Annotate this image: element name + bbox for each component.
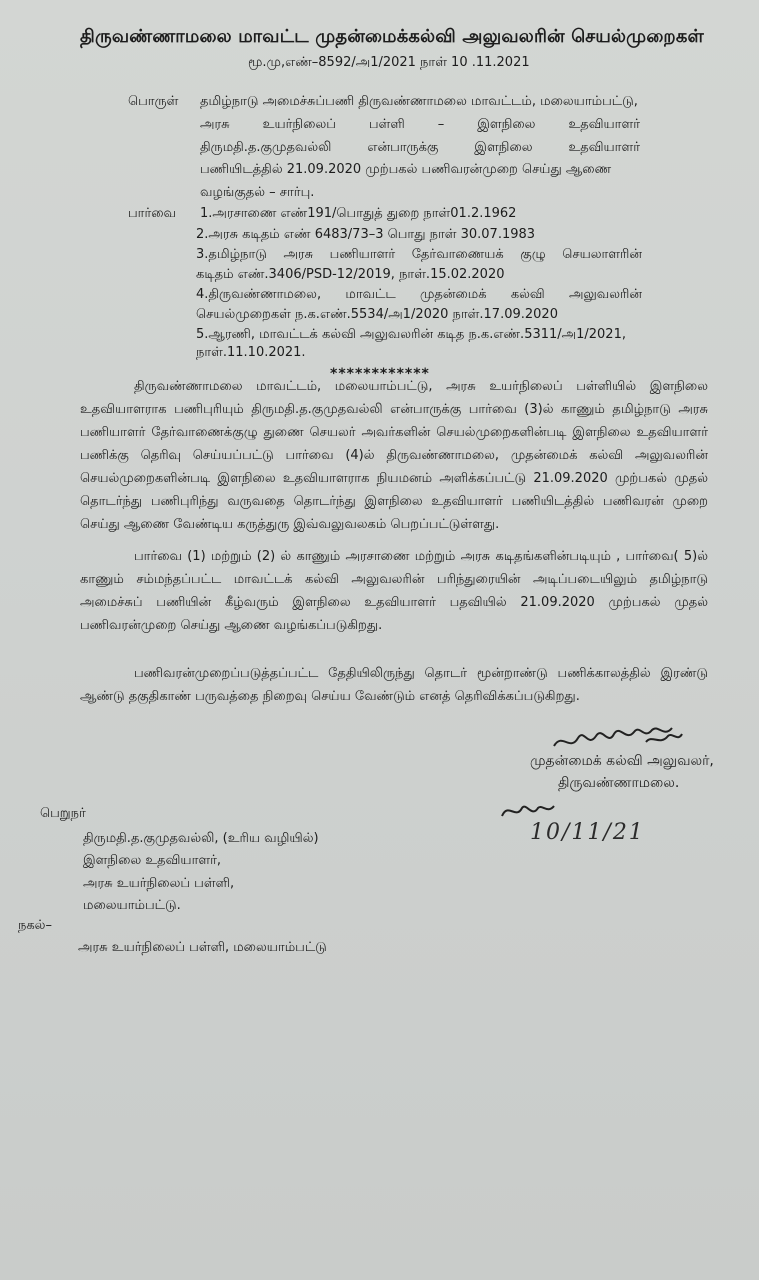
references-label: பார்வை: [128, 206, 177, 221]
signatory-designation: முதன்மைக் கல்வி அலுவலர்,: [530, 753, 714, 769]
recipient-line: இளநிலை உதவியாளர்,: [83, 853, 222, 868]
copy-line: அரசு உயர்நிலைப் பள்ளி, மலையாம்பட்டு: [78, 940, 327, 955]
separator-stars: ************: [330, 366, 430, 382]
reference-line: செயல்முறைகள் ந.க.எண்.5534/அ1/2020 நாள்.17.09.2020: [196, 307, 558, 322]
reference-line: 3.தமிழ்நாடு அரசு பணியாளர் தேர்வாணையக் குழு செயலாளரின்: [196, 247, 642, 262]
subject-line: பணியிடத்தில் 21.09.2020 முற்பகல் பணிவரன்முறை செய்து ஆணை: [200, 162, 612, 177]
body-paragraph-3: பணிவரன்முறைப்படுத்தப்பட்ட தேதியிலிருந்து தொடர் மூன்றாண்டு பணிக்காலத்தில் இரண்டு ஆண்டு தகுதிகாண் பருவத்தை நிறைவு செய்ய வேண்டும் எனத் தெரிவிக்கப்படுகிறது.: [80, 666, 708, 704]
signatory-place: திருவண்ணாமலை.: [558, 775, 680, 791]
document-title: திருவண்ணாமலை மாவட்ட முதன்மைக்கல்வி அலுவலரின் செயல்முறைகள்: [80, 26, 704, 47]
subject-line: திருமதி.த.குமுதவல்லி என்பாருக்கு இளநிலை உதவியாளர்: [200, 140, 640, 155]
copy-label: நகல்–: [18, 918, 52, 933]
reference-line: 4.திருவண்ணாமலை, மாவட்ட முதன்மைக் கல்வி அலுவலரின்: [196, 287, 642, 302]
handwritten-date: 10/11/21: [530, 820, 645, 845]
reference-number: மூ.மு,எண்–8592/அ1/2021 நாள் 10 .11.2021: [248, 55, 530, 70]
reference-line: கடிதம் எண்.3406/PSD-12/2019, நாள்.15.02.2020: [196, 267, 505, 282]
recipient-label: பெறுநர்: [40, 806, 86, 821]
body-paragraph-2: பார்வை (1) மற்றும் (2) ல் காணும் அரசாணை மற்றும் அரசு கடிதங்களின்படியும் , பார்வை( 5)ல் காணும் சம்மந்தப்பட்ட மாவட்டக் கல்வி அலுவலரின் பரிந்துரையின் அடிப்படையிலும் தமிழ்நாடு அமைச்சுப் பணியின் கீழ்வரும் இளநிலை உதவியாளர் பதவியில் 21.09.2020 முற்பகல் முதல் பணிவரன்முறை செய்து ஆணை வழங்கப்படுகிறது.: [80, 549, 708, 633]
reference-line: 1.அரசாணை எண்191/பொதுத் துறை நாள்01.2.1962: [200, 206, 517, 221]
body-paragraph-1: திருவண்ணாமலை மாவட்டம், மலையாம்பட்டு, அரசு உயர்நிலைப் பள்ளியில் இளநிலை உதவியாளராக பணிபுரியும் திருமதி.த.குமுதவல்லி என்பாருக்கு பார்வை (3)ல் காணும் தமிழ்நாடு அரசு பணியாளர் தேர்வாணைக்குழு துணை செயலர் அவர்களின் செயல்முறைகளின்படி இளநிலை உதவியாளர் பணிக்கு தெரிவு செய்யப்பட்டு பார்வை (4)ல் திருவண்ணாமலை, முதன்மைக் கல்வி அலுவலரின் செயல்முறைகளின்படி இளநிலை உதவியாளராக நியமனம் அளிக்கப்பட்டு 21.09.2020 முற்பகல் முதல் தொடர்ந்து பணிபுரிந்து வருவதை தொடர்ந்து இளநிலை உதவியாளர் பணியிடத்தில் பணிவரன் முறை செய்து ஆணை வேண்டிய கருத்துரு இவ்வலுவலகம் பெறப்பட்டுள்ளது.: [80, 379, 708, 532]
reference-line: நாள்.11.10.2021.: [196, 345, 306, 360]
subject-line: தமிழ்நாடு அமைச்சுப்பணி திருவண்ணாமலை மாவட்டம், மலையாம்பட்டு,: [200, 94, 638, 109]
recipient-line: மலையாம்பட்டு.: [83, 898, 181, 913]
reference-line: 5.ஆரணி, மாவட்டக் கல்வி அலுவலரின் கடித ந.க.எண்.5311/அ1/2021,: [196, 327, 626, 342]
recipient-line: திருமதி.த.குமுதவல்லி, (உரிய வழியில்): [83, 831, 319, 846]
subject-label: பொருள்: [128, 94, 179, 109]
subject-line: அரசு உயர்நிலைப் பள்ளி – இளநிலை உதவியாளர்: [200, 117, 640, 132]
subject-line: வழங்குதல் – சார்பு.: [200, 185, 315, 200]
reference-line: 2.அரசு கடிதம் எண் 6483/73–3 பொது நாள் 30.07.1983: [196, 227, 536, 242]
recipient-line: அரசு உயர்நிலைப் பள்ளி,: [83, 876, 235, 891]
